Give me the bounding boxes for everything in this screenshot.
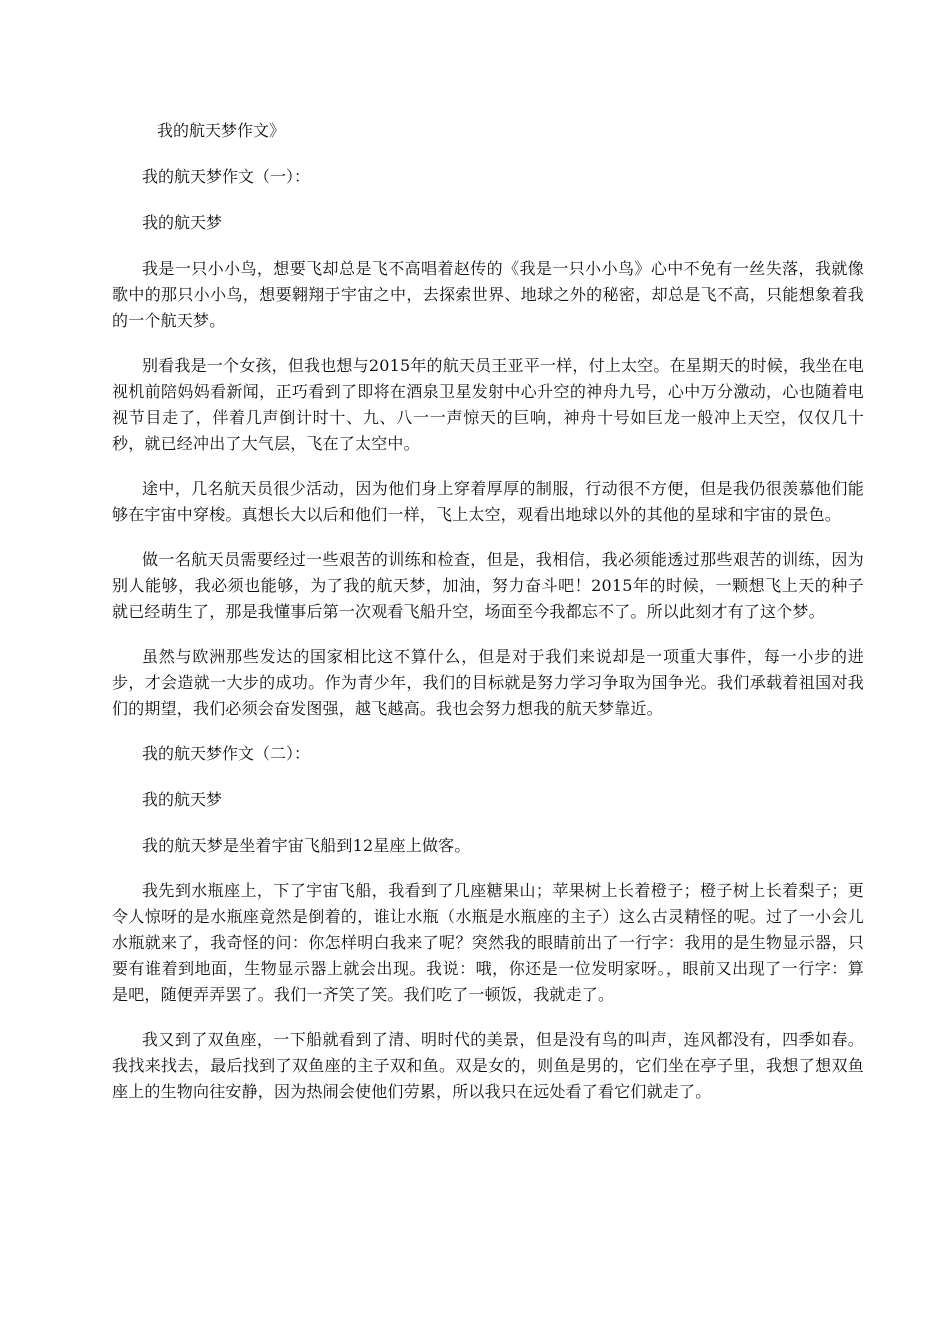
paragraph: 途中，几名航天员很少活动，因为他们身上穿着厚厚的制服，行动很不方便，但是我仍很羡慕他们能够在宇宙中穿梭。真想长大以后和他们一样，飞上太空，观看出地球以外的其他的星球和宇宙的景色。	[112, 479, 864, 524]
paragraph: 做一名航天员需要经过一些艰苦的训练和检查，但是，我相信，我必须能透过那些艰苦的训练，因为别人能够，我必须也能够，为了我的航天梦，加油，努力奋斗吧！2015年的时候，一颗想飞上天的种子就已经萌生了，那是我懂事后第一次观看飞船升空，场面至今我都忘不了。所以此刻才有了这个梦。	[112, 550, 864, 621]
paragraph: 我是一只小小鸟，想要飞却总是飞不高唱着赵传的《我是一只小小鸟》心中不免有一丝失落，我就像歌中的那只小小鸟，想要翱翔于宇宙之中，去探索世界、地球之外的秘密，却总是飞不高，只能想象着我的一个航天梦。	[112, 259, 864, 330]
paragraph: 别看我是一个女孩，但我也想与2015年的航天员王亚平一样，付上太空。在星期天的时候，我坐在电视机前陪妈妈看新闻，正巧看到了即将在酒泉卫星发射中心升空的神舟九号，心中万分激动，心也随着电视节目走了，伴着几声倒计时十、九、八一一声惊天的巨响，神舟十号如巨龙一般冲上天空，仅仅几十秒，就已经冲出了大气层，飞在了太空中。	[112, 356, 864, 453]
document-title: 我的航天梦作文》	[157, 121, 286, 140]
paragraph: 我的航天梦是坐着宇宙飞船到12星座上做客。	[142, 836, 471, 855]
section-heading: 我的航天梦作文（一）：	[142, 167, 311, 186]
essay-section-1	[112, 164, 864, 722]
paragraph: 虽然与欧洲那些发达的国家相比这不算什么，但是对于我们来说却是一项重大事件，每一小步的进步，才会造就一大步的成功。作为青少年，我们的目标就是努力学习争取为国争光。我们承载着祖国对我们的期望，我们必须会奋发图强，越飞越高。我也会努力想我的航天梦靠近。	[112, 647, 864, 718]
document-body	[112, 118, 864, 1124]
section-heading: 我的航天梦作文（二）：	[142, 744, 311, 763]
paragraph: 我又到了双鱼座，一下船就看到了清、明时代的美景，但是没有鸟的叫声，连风都没有，四季如春。我找来找去，最后找到了双鱼座的主子双和鱼。双是女的，则鱼是男的，它们坐在亭子里，我想了想双鱼座上的生物向往安静，因为热闹会使他们劳累，所以我只在远处看了看它们就走了。	[112, 1030, 864, 1101]
section-subheading: 我的航天梦	[142, 790, 223, 809]
paragraph: 我先到水瓶座上，下了宇宙飞船，我看到了几座糖果山；苹果树上长着橙子；橙子树上长着梨子；更令人惊呀的是水瓶座竟然是倒着的，谁让水瓶（水瓶是水瓶座的主子）这么古灵精怪的呢。过了一小会儿水瓶就来了，我奇怪的问：你怎样明白我来了呢？突然我的眼睛前出了一行字：我用的是生物显示器，只要有谁着到地面，生物显示器上就会出现。我说：哦，你还是一位发明家呀。，眼前又出现了一行字：算是吧，随便弄弄罢了。我们一齐笑了笑。我们吃了一顿饭，我就走了。	[112, 881, 864, 1004]
essay-section-2	[112, 741, 864, 1105]
section-subheading: 我的航天梦	[142, 213, 223, 232]
